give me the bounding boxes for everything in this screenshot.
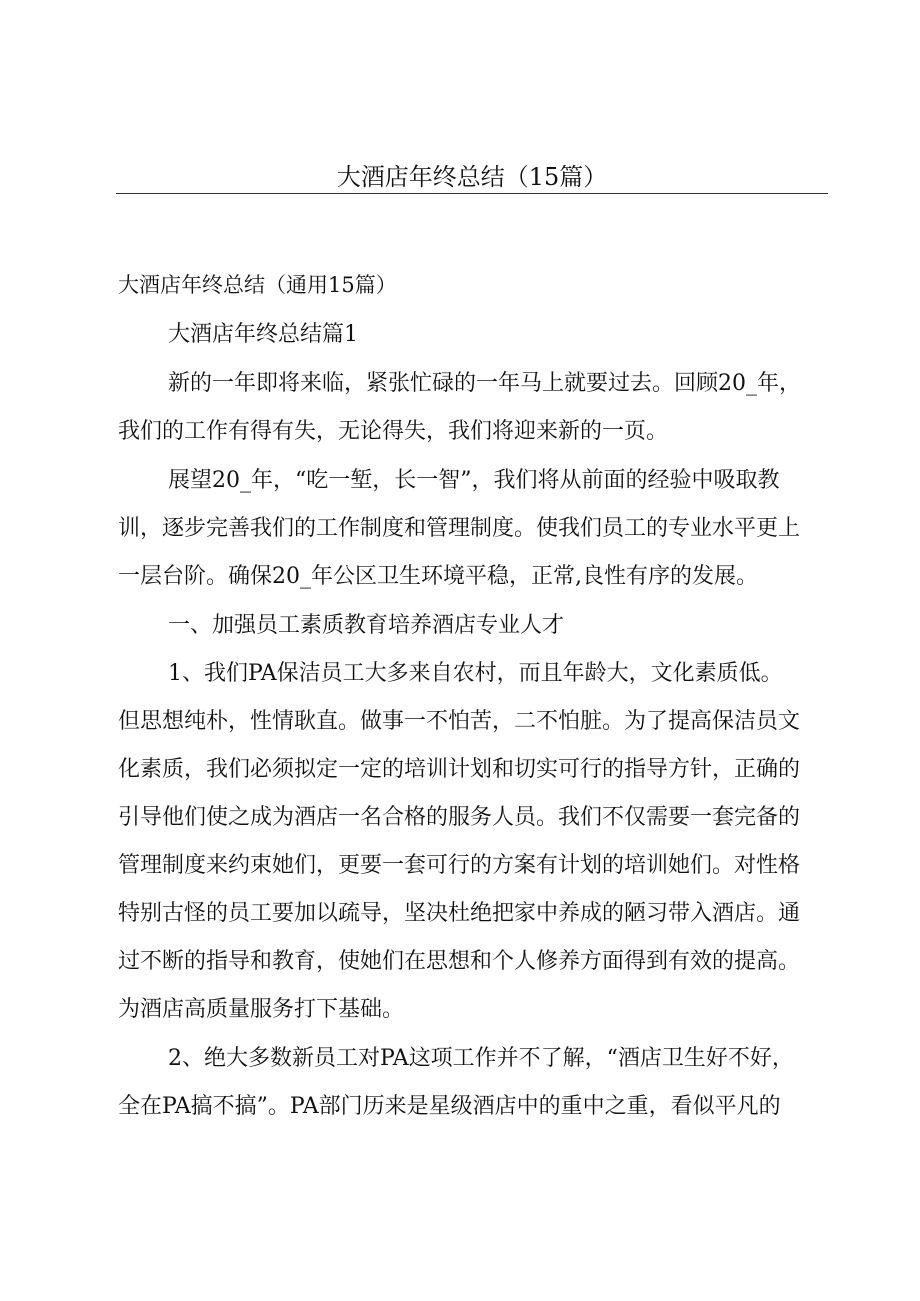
title-underline <box>116 193 828 194</box>
paragraph-line: 一层台阶。确保20_年公区卫生环境平稳，正常,良性有序的发展。 <box>118 564 758 589</box>
paragraph-line: 展望20_年，“吃一堑，长一智”，我们将从前面的经验中吸取教 <box>168 468 780 493</box>
paragraph-line: 为酒店高质量服务打下基础。 <box>118 997 405 1022</box>
paragraph-line: 但思想纯朴，性情耿直。做事一不怕苦，二不怕脏。为了提高保洁员文 <box>118 709 801 734</box>
section-heading: 大酒店年终总结篇1 <box>168 322 358 347</box>
paragraph-line: 1、我们PA保洁员工大多来自农村，而且年龄大，文化素质低。 <box>168 661 783 686</box>
paragraph-line: 训，逐步完善我们的工作制度和管理制度。使我们员工的专业水平更上 <box>118 516 801 541</box>
paragraph-line: 全在PA搞不搞”。PA部门历来是星级酒店中的重中之重，看似平凡的 <box>118 1094 781 1119</box>
paragraph-line: 2、绝大多数新员工对PA这项工作并不了解，“酒店卫生好不好， <box>168 1046 794 1071</box>
paragraph-line: 我们的工作有得有失，无论得失，我们将迎来新的一页。 <box>118 419 669 444</box>
paragraph-line: 管理制度来约束她们，更要一套可行的方案有计划的培训她们。对性格 <box>118 853 801 878</box>
paragraph-line: 过不断的指导和教育，使她们在思想和个人修养方面得到有效的提高。 <box>118 949 801 974</box>
document-title: 大酒店年终总结（15篇） <box>336 163 608 191</box>
paragraph-line: 新的一年即将来临，紧张忙碌的一年马上就要过去。回顾20_年， <box>168 371 801 396</box>
list-heading: 一、加强员工素质教育培养酒店专业人才 <box>168 613 565 638</box>
paragraph-line: 特别古怪的员工要加以疏导，坚决杜绝把家中养成的陋习带入酒店。通 <box>118 901 801 926</box>
document-subtitle: 大酒店年终总结（通用15篇） <box>118 273 397 297</box>
paragraph-line: 化素质，我们必须拟定一定的培训计划和切实可行的指导方针，正确的 <box>118 757 801 782</box>
paragraph-line: 引导他们使之成为酒店一名合格的服务人员。我们不仅需要一套完备的 <box>118 805 801 830</box>
